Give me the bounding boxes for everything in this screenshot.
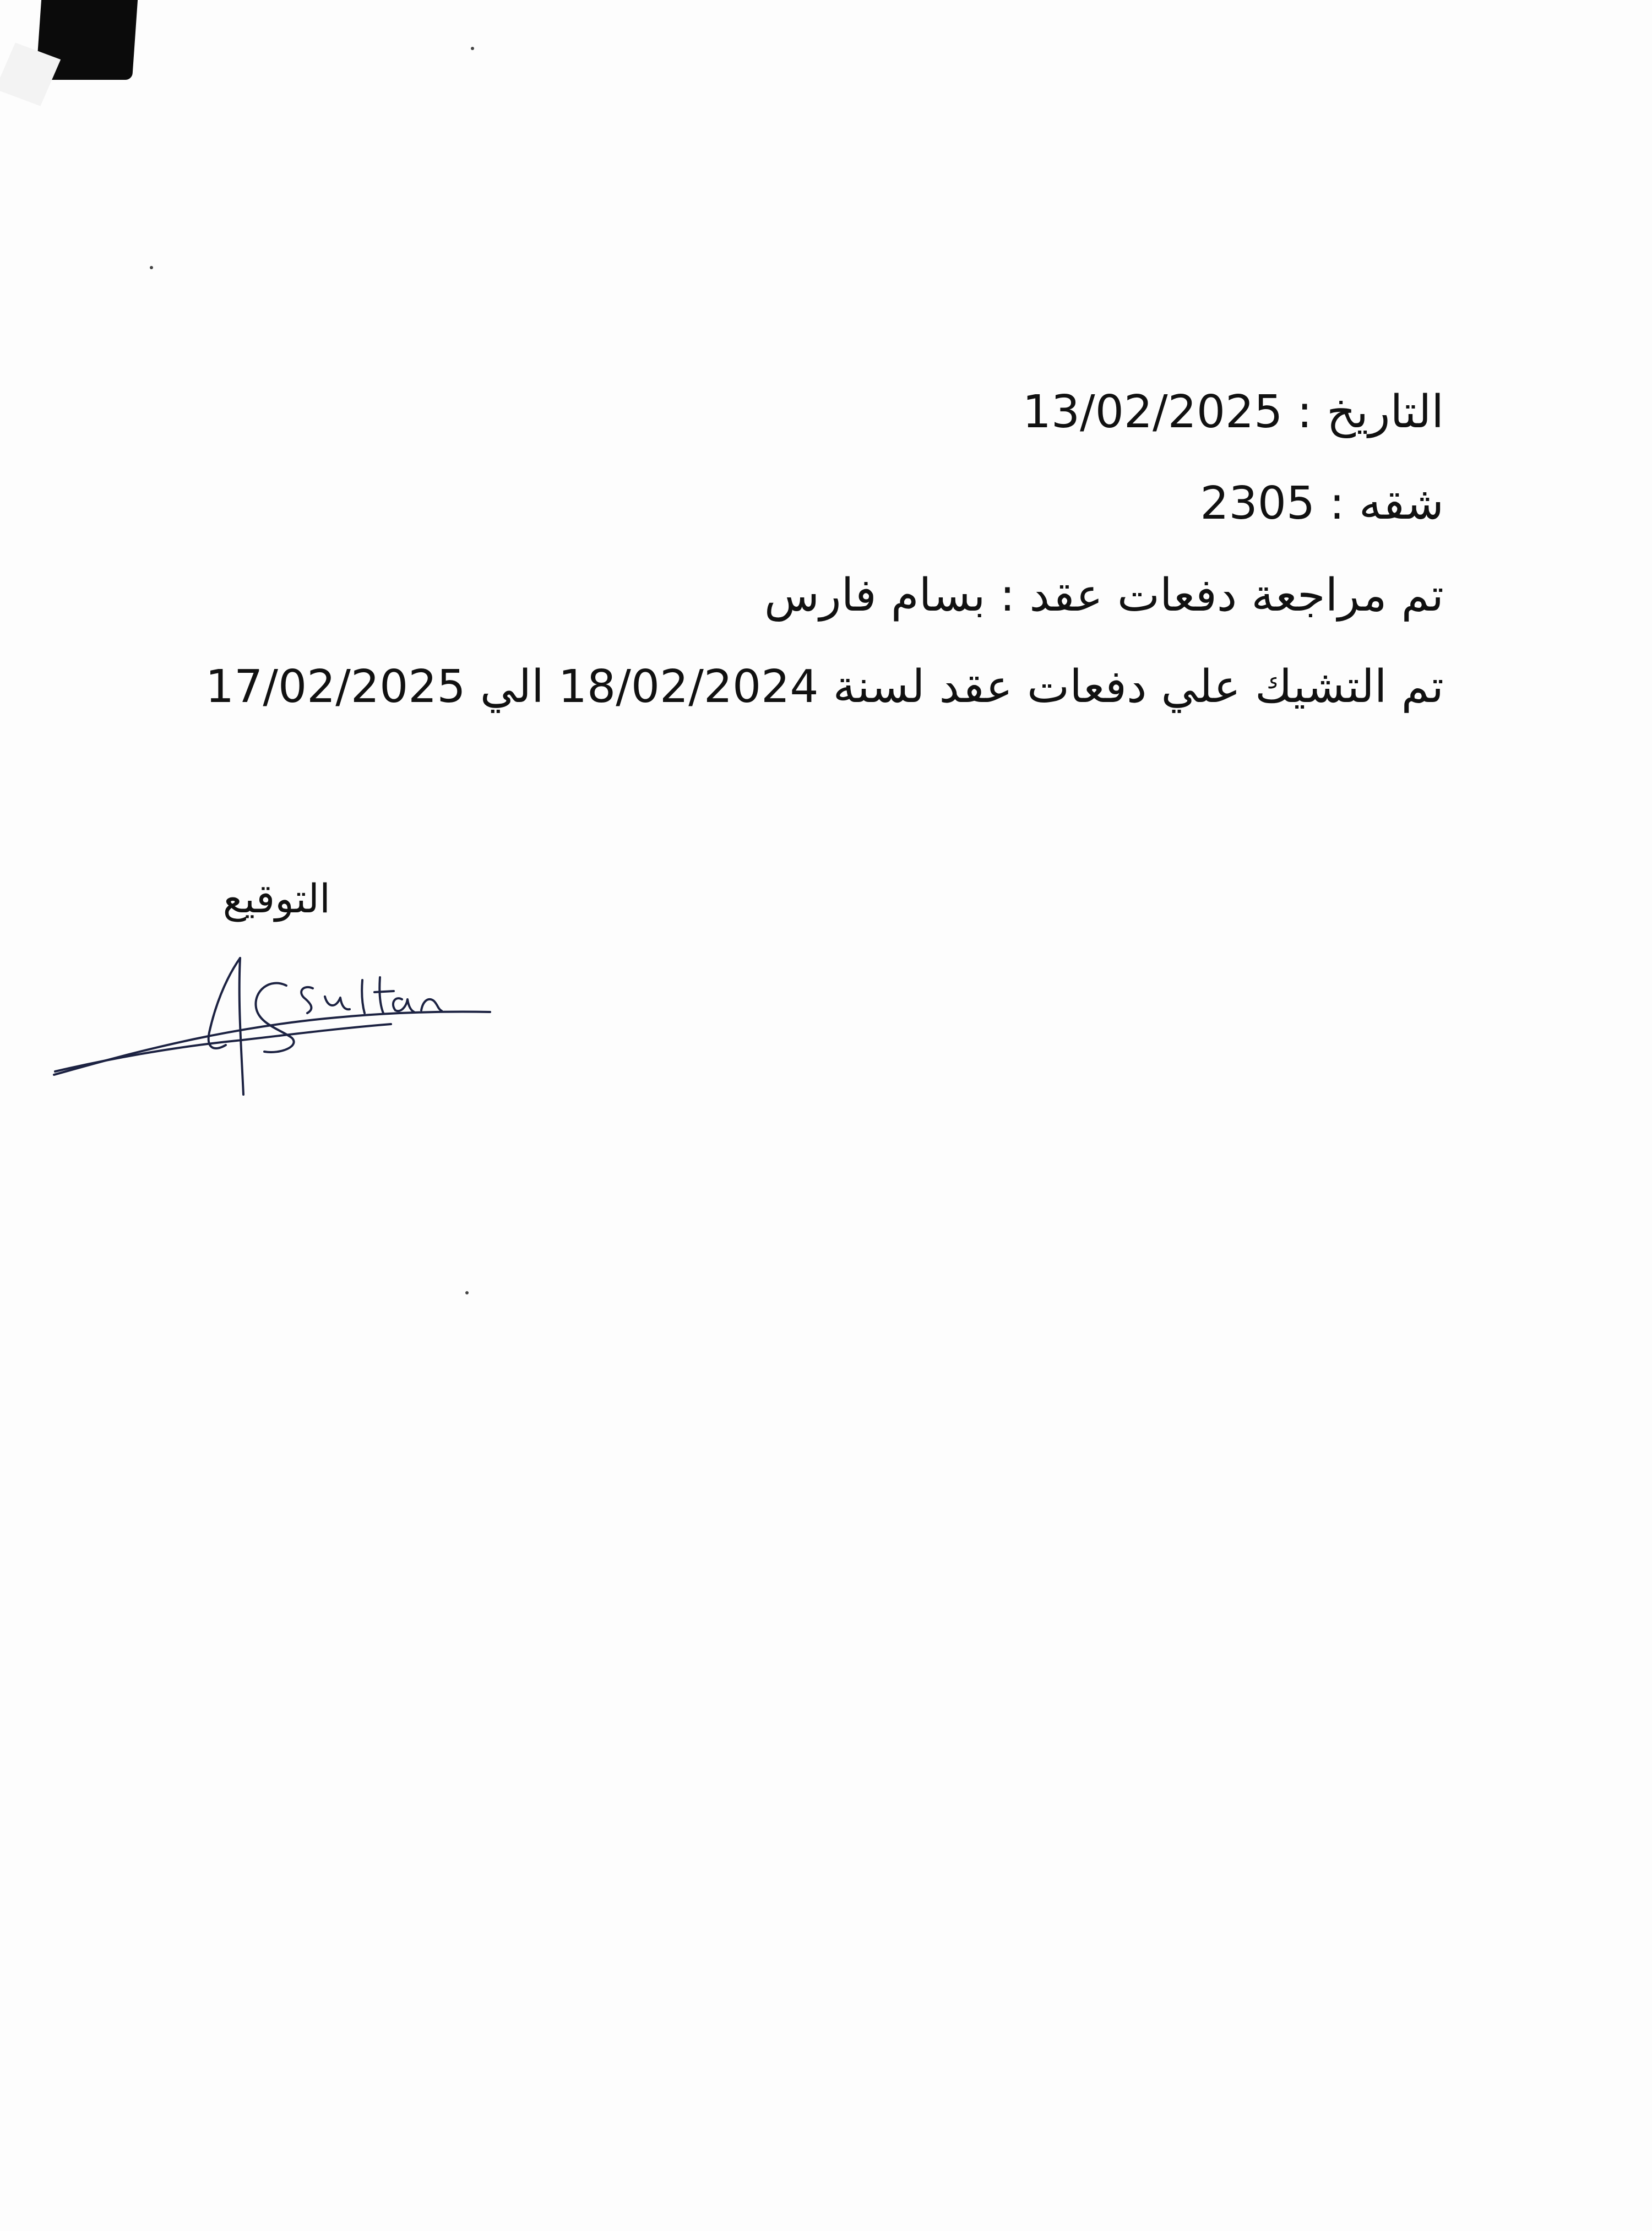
apartment-label: شقه [1358, 477, 1444, 530]
check-to-word: الي [480, 661, 544, 714]
scan-speck [150, 266, 153, 269]
check-to-date: 17/02/2025 [205, 661, 466, 714]
check-prefix: تم التشيك علي دفعات عقد لسنة [833, 661, 1444, 714]
date-label: التاريخ [1327, 386, 1444, 438]
document-body [122, 385, 1444, 715]
review-line [122, 569, 1444, 623]
scan-speck [465, 1291, 469, 1294]
check-line [122, 660, 1444, 714]
date-line [122, 385, 1444, 439]
signature-label: التوقيع [222, 875, 330, 922]
apartment-value: 2305 [1200, 477, 1316, 530]
scan-speck [471, 47, 474, 50]
scan-corner-mark [36, 0, 138, 80]
date-value: 13/02/2025 [1022, 386, 1283, 438]
separator: : [1315, 477, 1345, 530]
review-text: تم مراجعة دفعات عقد [1029, 569, 1444, 622]
handwritten-signature [50, 936, 496, 1101]
check-from-date: 18/02/2024 [558, 661, 819, 714]
separator: : [999, 569, 1015, 622]
review-name: بسام فارس [764, 569, 986, 622]
separator: : [1297, 386, 1313, 438]
apartment-line [122, 477, 1444, 531]
